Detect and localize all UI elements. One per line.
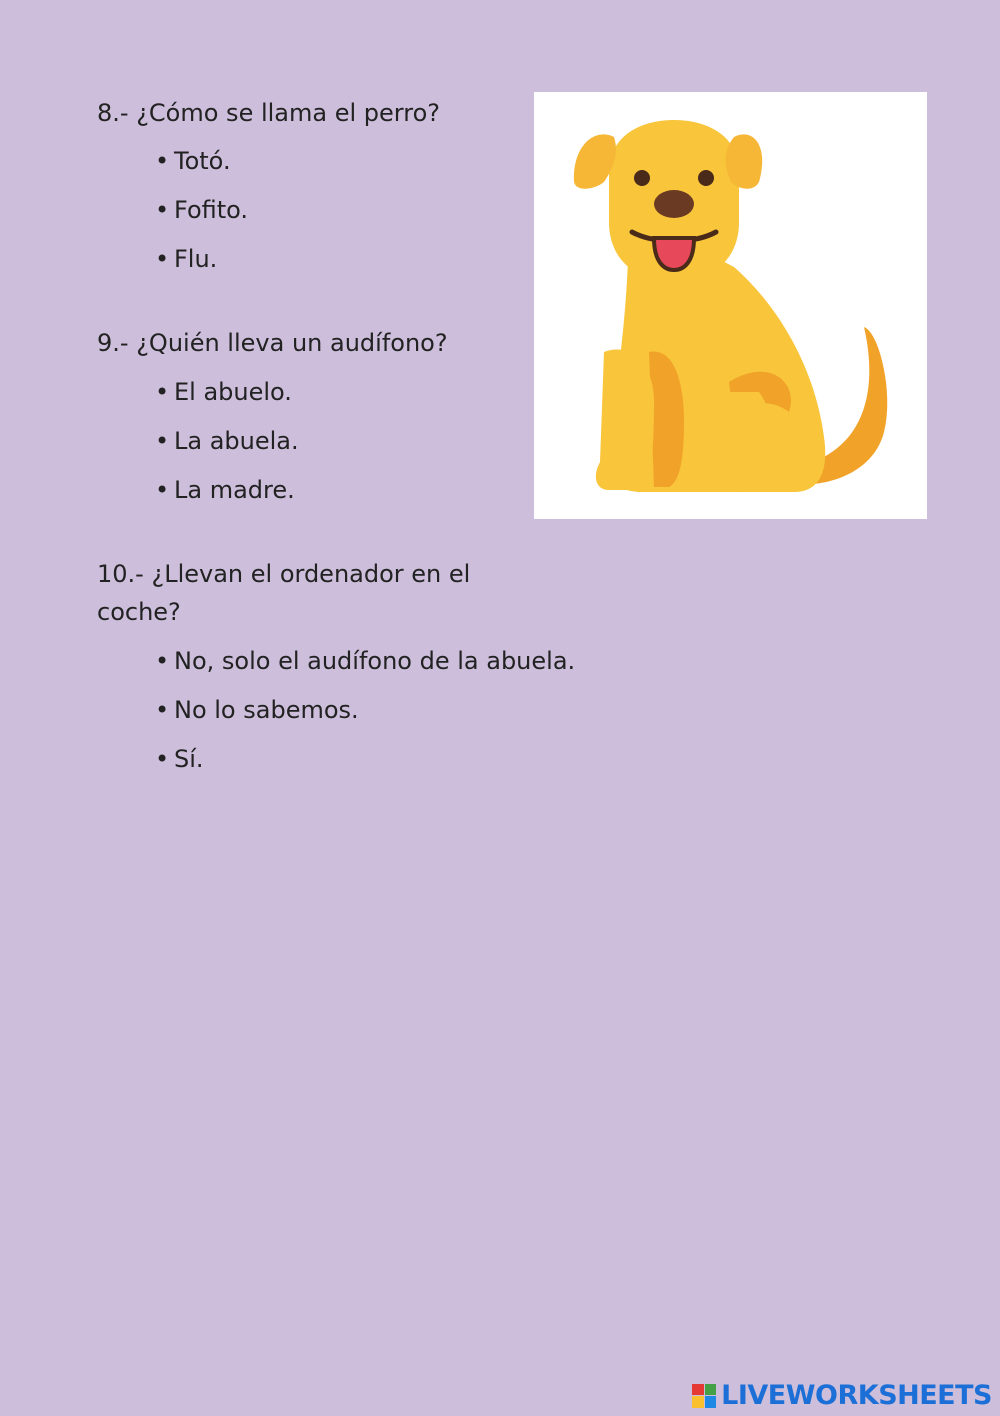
option-8-3[interactable]: • Flu.	[155, 244, 248, 293]
option-8-2[interactable]: • Fofito.	[155, 195, 248, 244]
option-9-2[interactable]: • La abuela.	[155, 426, 299, 475]
option-10-1[interactable]: • No, solo el audífono de la abuela.	[155, 646, 575, 695]
question-10: 10.- ¿Llevan el ordenador en el coche?	[97, 560, 471, 626]
question-9: 9.- ¿Quién lleva un audífono?	[97, 329, 448, 357]
option-10-2[interactable]: • No lo sabemos.	[155, 695, 575, 744]
footer-brand	[692, 1380, 992, 1411]
question-8: 8.- ¿Cómo se llama el perro?	[97, 99, 440, 127]
option-10-3[interactable]: • Sí.	[155, 744, 575, 793]
dog-illustration	[534, 92, 927, 519]
liveworksheets-logo-icon	[692, 1384, 716, 1408]
brand-name: LIVEWORKSHEETS	[721, 1380, 992, 1411]
option-9-1[interactable]: • El abuelo.	[155, 377, 299, 426]
question-10-options	[155, 646, 575, 793]
question-8-options	[155, 146, 248, 293]
dog-icon	[534, 92, 927, 519]
question-9-options	[155, 377, 299, 524]
option-8-1[interactable]: • Totó.	[155, 146, 248, 195]
option-9-3[interactable]: • La madre.	[155, 475, 299, 524]
